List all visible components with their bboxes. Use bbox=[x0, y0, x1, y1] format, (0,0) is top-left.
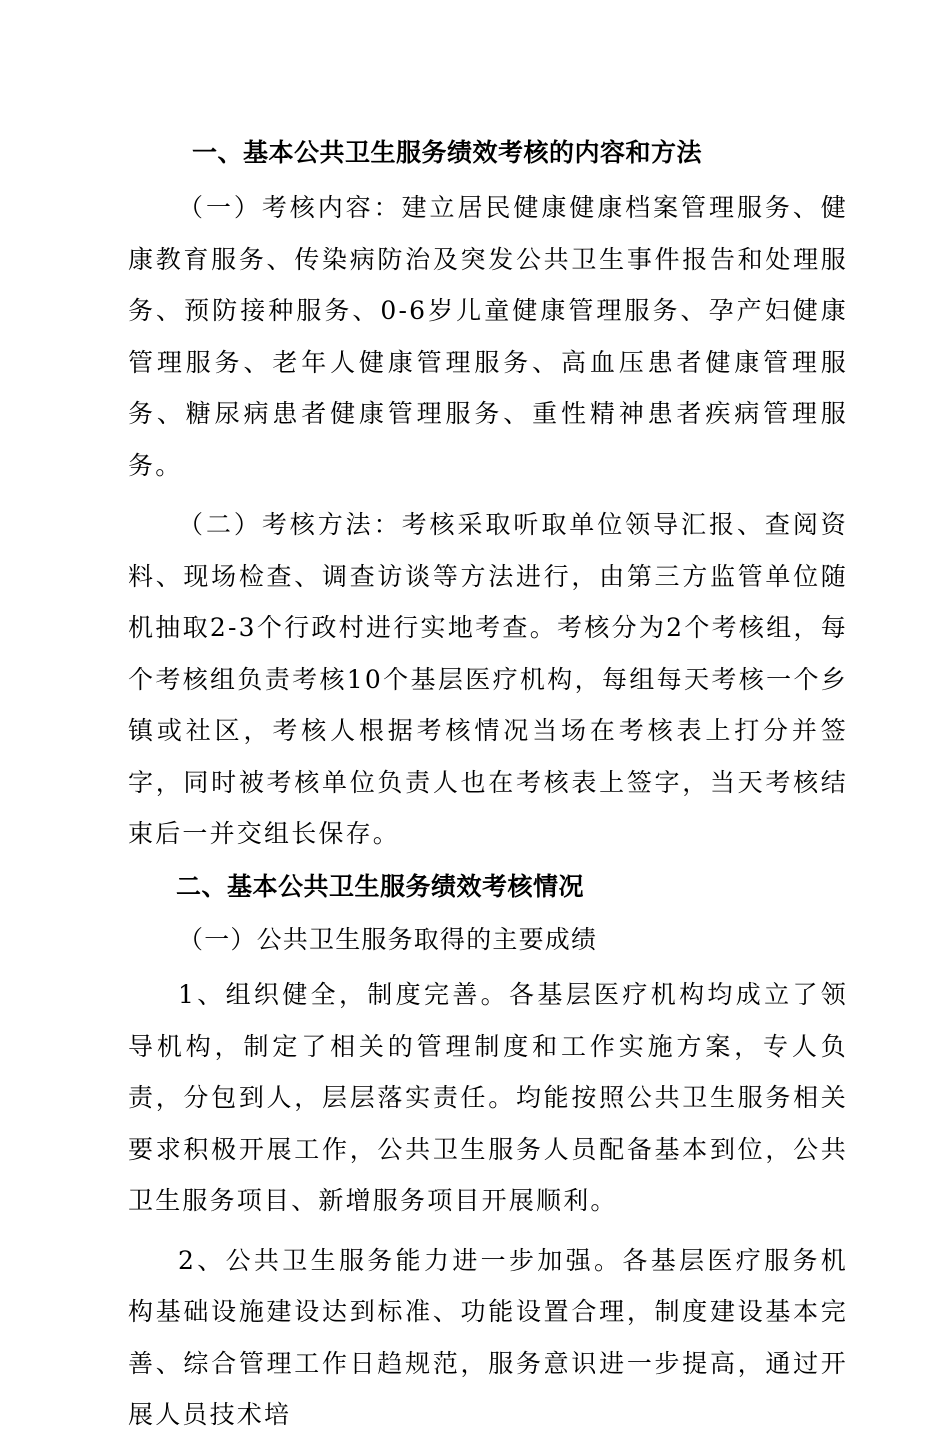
paragraph-gap bbox=[128, 1227, 848, 1235]
paragraph-assessment-content: （一）考核内容：建立居民健康健康档案管理服务、健康教育服务、传染病防治及突发公共卫生事件报告和处理服务、预防接种服务、0-6岁儿童健康管理服务、孕产妇健康管理服务、老年人健康管理服务、高血压患者健康管理服务、糖尿病患者健康管理服务、重性精神患者疾病管理服务。 bbox=[128, 193, 848, 480]
paragraph-assessment-method: （二）考核方法：考核采取听取单位领导汇报、查阅资料、现场检查、调查访谈等方法进行，由第三方监管单位随机抽取2-3个行政村进行实地考查。考核分为2个考核组，每个考核组负责考核10个基层医疗机构，每组每天考核一个乡镇或社区，考核人根据考核情况当场在考核表上打分并签字，同时被考核单位负责人也在考核表上签字，当天考核结束后一并交组长保存。 bbox=[128, 510, 848, 848]
paragraph-service-capacity: 2、公共卫生服务能力进一步加强。各基层医疗服务机构基础设施建设达到标准、功能设置合理，制度建设基本完善、综合管理工作日趋规范，服务意识进一步提高，通过开展人员技术培 bbox=[128, 1245, 848, 1429]
subsection-heading-achievements: （一）公共卫生服务取得的主要成绩 bbox=[178, 924, 598, 954]
paragraph-gap bbox=[128, 491, 848, 499]
section-heading-1: 一、基本公共卫生服务绩效考核的内容和方法 bbox=[192, 138, 703, 167]
section-heading-2: 二、基本公共卫生服务绩效考核情况 bbox=[176, 871, 585, 901]
document-body bbox=[128, 130, 848, 1441]
paragraph-organization: 1、组织健全，制度完善。各基层医疗机构均成立了领导机构，制定了相关的管理制度和工作实施方案，专人负责，分包到人，层层落实责任。均能按照公共卫生服务相关要求积极开展工作，公共卫生服务人员配备基本到位，公共卫生服务项目、新增服务项目开展顺利。 bbox=[128, 980, 848, 1215]
